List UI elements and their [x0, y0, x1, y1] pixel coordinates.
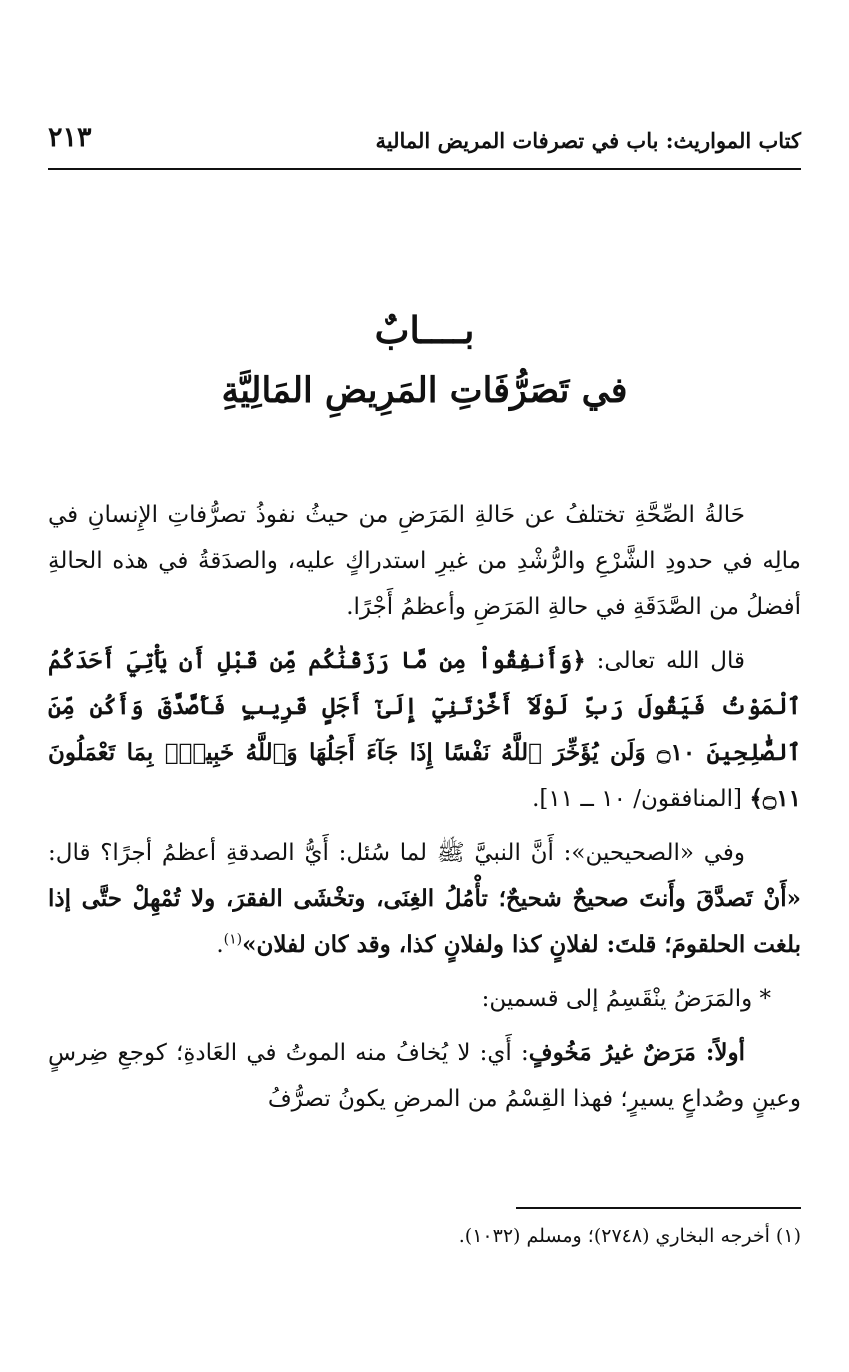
- chapter-title: في تَصَرُّفَاتِ المَرِيضِ المَالِيَّةِ: [221, 370, 628, 411]
- paragraph-division: * والمَرَضُ ينْقَسِمُ إلى قسمين:: [481, 986, 771, 1012]
- footnote-marker: (١): [223, 931, 243, 948]
- hadith-lead: وفي «الصحيحين»: أَنَّ النبيَّ ﷺ لما سُئل: أَيُّ الصدقةِ أعظمُ أجرًا؟ قال:: [48, 840, 745, 866]
- first-type-text: : أَي: لا يُخافُ منه الموتُ في العَادةِ؛ كوجعِ ضِرسٍ وعينٍ وصُداعٍ يسيرٍ؛ فهذا القِسْمُ من المرضِ يكونُ تصرُّفُ: [48, 1040, 801, 1112]
- hadith-text: «أَنْ تَصدَّقَ وأَنتَ صحيحٌ شحيحٌ؛ تأْمُلُ الغِنَى، وتخْشَى الفقرَ، ولا تُمْهِلْ حتَّى إذا بلغت الحلقومَ؛ قلتَ: لفلانٍ كذا ولفلانٍ كذا، وقد كان لفلان»: [48, 885, 801, 958]
- footnote-divider: [516, 1207, 801, 1209]
- running-header-title: كتاب المواريث: باب في تصرفات المريض المالية: [375, 128, 801, 153]
- quran-verse: ﴿وَأَنفِقُواْ مِن مَّا رَزَقْنَٰكُم مِّن قَبْلِ أَن يَأْتِيَ أَحَدَكُمُ ٱلْمَوْتُ فَيَقُولَ رَبِّ لَوْلَآ أَخَّرْتَنِيٓ إِلَىٰٓ أَجَلٍ قَرِيبٍ فَأَصَّدَّقَ وَأَكُن مِّنَ ٱلصَّٰلِحِينَ ۝١٠ وَلَن يُؤَخِّرَ ٱللَّهُ نَفْسًا إِذَا جَآءَ أَجَلُهَا وَٱللَّهُ خَبِيرٌۢ بِمَا تَعْمَلُونَ ۝١١﴾: [48, 647, 801, 812]
- paragraph-first-type: [48, 1030, 801, 1122]
- paragraph-intro: حَالةُ الصِّحَّةِ تختلفُ عن حَالةِ المَرَضِ من حيثُ نفوذُ تصرُّفاتِ الإِنسانِ في مالِه في حدودِ الشَّرْعِ والرُّشْدِ من غيرِ استدراكٍ عليه، والصدَقةُ في هذه الحالةِ أفضلُ من الصَّدَقَةِ في حالةِ المَرَضِ وأعظمُ أَجْرًا.: [48, 502, 801, 620]
- main-text: [48, 492, 801, 1130]
- paragraph-quran-citation: [48, 638, 801, 822]
- hadith-end: .: [216, 932, 224, 958]
- quran-lead: قال الله تعالى:: [585, 648, 745, 674]
- page-number: ٢١٣: [48, 122, 92, 153]
- footnote: (١) أخرجه البخاري (٢٧٤٨)؛ ومسلم (١٠٣٢).: [458, 1225, 801, 1247]
- chapter-label: بــــابٌ: [374, 308, 475, 352]
- first-type-heading: أولاً: مَرَضٌ غيرُ مَخُوفٍ: [528, 1039, 745, 1066]
- quran-reference: [المنافقون/ ١٠ ــ ١١].: [532, 786, 750, 812]
- running-header: [48, 118, 801, 170]
- paragraph-hadith: [48, 830, 801, 968]
